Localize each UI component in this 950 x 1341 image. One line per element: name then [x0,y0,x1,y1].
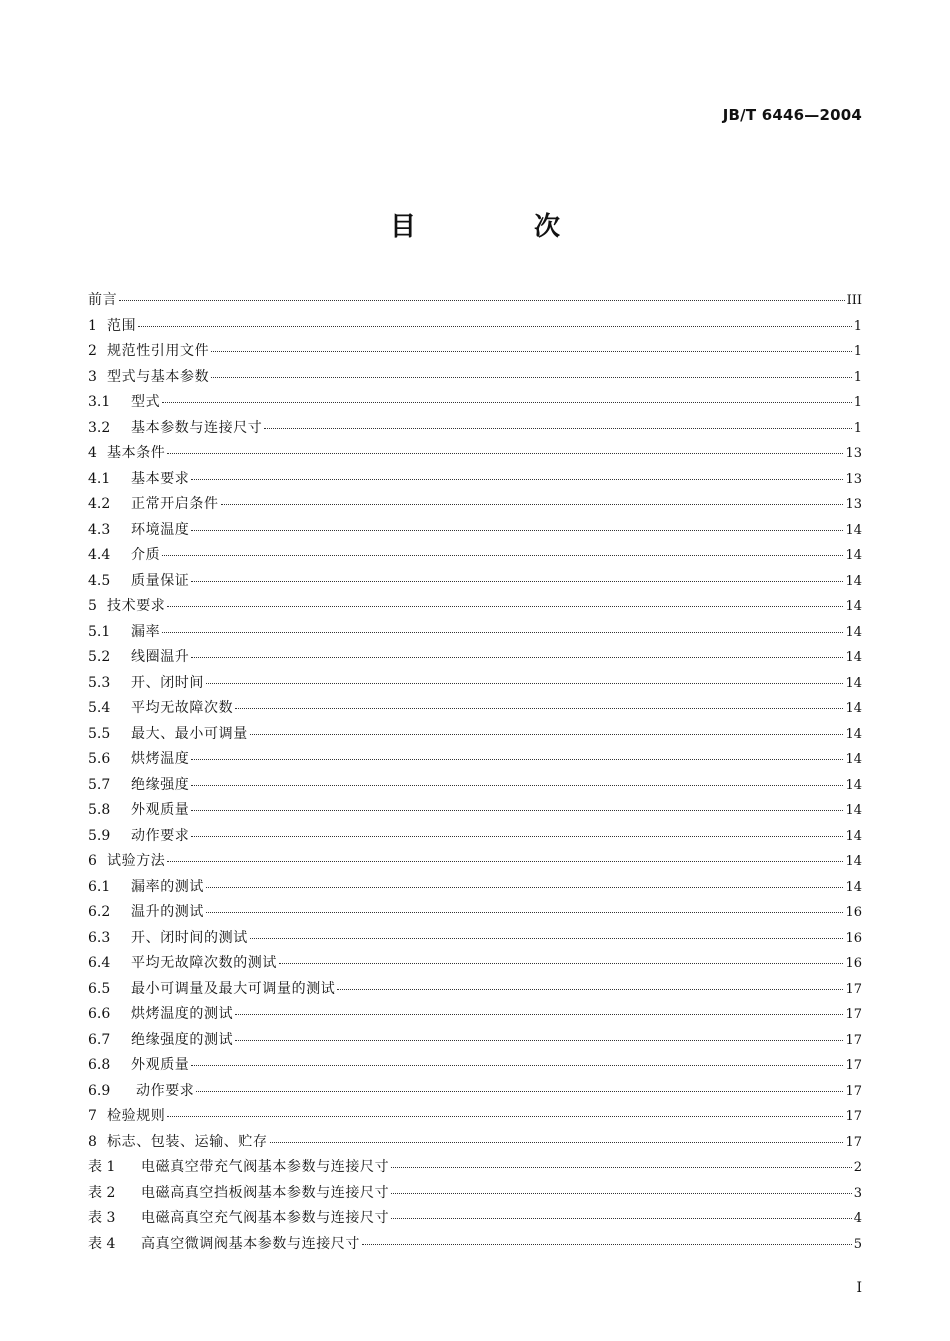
toc-entry-number: 2 [88,343,97,359]
toc-entry-label: 电磁高真空充气阀基本参数与连接尺寸 [141,1210,390,1226]
toc-entry-page: 14 [845,599,862,614]
toc-dot-leader [191,800,843,811]
toc-entry-number: 表 1 [88,1159,116,1175]
toc-entry-label: 环境温度 [131,521,190,538]
toc-dot-leader [191,647,843,658]
toc-entry-label: 平均无故障次数的测试 [131,955,277,971]
toc-entry-label: 规范性引用文件 [107,343,210,359]
toc-dot-leader [235,1004,843,1015]
toc-entry[interactable] [88,390,862,416]
toc-dot-leader [235,1030,843,1041]
toc-entry[interactable] [88,1028,862,1054]
toc-entry[interactable] [88,671,862,697]
toc-entry-page: 14 [845,701,862,716]
toc-dot-leader [279,953,843,964]
toc-dot-leader [264,418,851,429]
toc-entry-number: 5.1 [88,623,111,640]
toc-entry-label: 介质 [131,547,161,563]
toc-dot-leader [167,596,843,607]
toc-entry[interactable] [88,518,862,544]
toc-dot-leader [167,1106,843,1117]
toc-dot-leader [221,494,844,505]
toc-entry-label: 线圈温升 [131,649,190,665]
toc-entry[interactable] [88,1079,862,1105]
standard-code: JB/T 6446—2004 [722,106,862,124]
toc-entry[interactable] [88,314,862,340]
toc-entry-label: 电磁高真空挡板阀基本参数与连接尺寸 [141,1184,390,1201]
toc-entry-number: 4.4 [88,547,111,563]
toc-entry[interactable] [88,594,862,620]
toc-entry-label: 平均无故障次数 [131,700,234,716]
table-of-contents [88,288,862,1257]
toc-entry-label: 最大、最小可调量 [131,725,248,742]
toc-entry-number: 6.3 [88,929,111,946]
toc-dot-leader [138,316,852,327]
toc-entry-label: 正常开启条件 [131,496,219,512]
toc-entry[interactable] [88,569,862,595]
toc-entry-number: 6.9 [88,1082,111,1099]
toc-entry-page: 13 [845,471,862,487]
toc-entry-label: 质量保证 [131,572,190,589]
toc-entry[interactable] [88,875,862,901]
toc-entry-page: 14 [845,624,862,640]
toc-entry-page: 16 [845,930,862,946]
toc-dot-leader [167,851,843,862]
toc-entry[interactable] [88,951,862,977]
toc-dot-leader [162,545,843,556]
toc-entry-label: 基本参数与连接尺寸 [131,419,263,436]
toc-dot-leader [162,622,843,633]
toc-entry-label: 基本条件 [107,445,166,461]
toc-entry-page: 14 [845,879,862,895]
toc-entry-label: 外观质量 [131,1057,190,1073]
toc-entry[interactable] [88,722,862,748]
toc-dot-leader [191,469,843,480]
toc-entry-page: 17 [845,981,862,997]
toc-entry[interactable] [88,1181,862,1207]
toc-dot-leader [119,290,844,301]
toc-entry-label: 电磁真空带充气阀基本参数与连接尺寸 [141,1159,390,1175]
toc-entry-page: 1 [853,344,862,359]
toc-entry-number: 5.2 [88,649,111,665]
toc-entry-page: 14 [845,854,862,869]
toc-entry[interactable] [88,339,862,365]
toc-dot-leader [191,775,843,786]
toc-entry[interactable] [88,773,862,799]
toc-entry[interactable] [88,1232,862,1258]
toc-entry-page: III [846,293,862,308]
toc-entry-label: 基本要求 [131,470,190,487]
toc-entry-label: 动作要求 [136,1082,195,1099]
toc-entry-label: 检验规则 [107,1108,166,1124]
toc-entry-page: 1 [853,318,862,334]
toc-entry-page: 14 [845,522,862,538]
toc-dot-leader [191,749,843,760]
toc-entry-number: 3 [88,368,97,385]
toc-entry-label: 技术要求 [107,598,166,614]
toc-entry[interactable] [88,492,862,518]
toc-entry-number: 5 [88,598,97,614]
toc-entry-label: 烘烤温度的测试 [131,1006,234,1022]
toc-entry-page: 17 [845,1134,862,1150]
toc-entry-label: 标志、包装、运输、贮存 [107,1133,268,1150]
toc-entry[interactable] [88,747,862,773]
toc-entry-label: 温升的测试 [131,904,204,920]
toc-entry-number: 3.2 [88,419,111,436]
toc-entry-number: 4 [88,445,97,461]
toc-entry-page: 17 [845,1058,862,1073]
toc-entry-label: 开、闭时间的测试 [131,929,248,946]
toc-dot-leader [167,443,843,454]
toc-entry-page: 14 [845,777,862,793]
toc-entry-label: 绝缘强度 [131,776,190,793]
toc-entry[interactable] [88,288,862,314]
toc-entry-number: 6.7 [88,1031,111,1048]
toc-entry-label: 外观质量 [131,802,190,818]
toc-entry-number: 4.1 [88,470,111,487]
toc-entry-label: 试验方法 [107,853,166,869]
toc-entry-page: 14 [845,675,862,691]
toc-entry-label: 最小可调量及最大可调量的测试 [131,980,336,997]
toc-entry[interactable] [88,1002,862,1028]
toc-entry-number: 5.6 [88,751,111,767]
toc-dot-leader [235,698,843,709]
toc-entry[interactable] [88,1155,862,1181]
toc-entry-label: 烘烤温度 [131,751,190,767]
toc-entry-label: 型式 [131,394,161,410]
toc-dot-leader [191,1055,843,1066]
toc-entry-number: 5.4 [88,700,111,716]
page-number: I [856,1280,862,1296]
toc-entry-number: 表 2 [88,1184,116,1201]
toc-entry-label: 开、闭时间 [131,674,204,691]
toc-entry-page: 14 [845,650,862,665]
toc-entry-page: 14 [845,752,862,767]
toc-entry-number: 6.8 [88,1057,111,1073]
toc-entry-page: 1 [853,420,862,436]
toc-dot-leader [211,367,852,378]
toc-dot-leader [191,571,843,582]
toc-entry[interactable] [88,1104,862,1130]
toc-dot-leader [250,928,844,939]
toc-entry[interactable] [88,467,862,493]
toc-entry[interactable] [88,543,862,569]
toc-entry-number: 4.3 [88,521,111,538]
toc-dot-leader [211,341,852,352]
toc-dot-leader [162,392,852,403]
toc-dot-leader [250,724,844,735]
toc-entry-number: 5.5 [88,725,111,742]
toc-dot-leader [337,979,843,990]
toc-entry-page: 17 [845,1032,862,1048]
page-title: 目 次 [389,212,606,242]
toc-dot-leader [196,1081,843,1092]
toc-entry-number: 3.1 [88,394,111,410]
toc-entry[interactable] [88,824,862,850]
toc-entry-label: 高真空微调阀基本参数与连接尺寸 [141,1235,360,1252]
toc-entry[interactable] [88,900,862,926]
toc-entry-number: 6.1 [88,878,111,895]
toc-dot-leader [270,1132,844,1143]
toc-entry-page: 16 [845,956,862,971]
toc-entry-label: 绝缘强度的测试 [131,1031,234,1048]
toc-entry-page: 1 [853,395,862,410]
toc-dot-leader [191,826,843,837]
toc-entry[interactable] [88,849,862,875]
toc-entry-page: 13 [845,446,862,461]
toc-dot-leader [206,902,843,913]
toc-entry-page: 17 [845,1083,862,1099]
toc-entry-page: 13 [845,497,862,512]
toc-entry-number: 5.3 [88,674,111,691]
toc-entry-number: 4.5 [88,572,111,589]
toc-entry-page: 2 [853,1160,862,1175]
toc-entry-label: 范围 [107,317,137,334]
toc-entry-page: 5 [853,1236,862,1252]
toc-entry-page: 4 [853,1211,862,1226]
toc-dot-leader [206,877,843,888]
toc-entry[interactable] [88,620,862,646]
toc-entry-page: 1 [853,369,862,385]
toc-entry-number: 6.2 [88,904,111,920]
toc-dot-leader [191,520,843,531]
toc-entry-page: 14 [845,573,862,589]
toc-entry[interactable] [88,1130,862,1156]
toc-entry[interactable] [88,441,862,467]
toc-entry-page: 16 [845,905,862,920]
toc-entry-number: 6 [88,853,97,869]
toc-entry-number: 1 [88,317,97,334]
toc-entry-page: 17 [845,1007,862,1022]
toc-entry-page: 3 [853,1185,862,1201]
toc-entry-number: 4.2 [88,496,111,512]
toc-dot-leader [391,1183,852,1194]
toc-entry-number: 6.6 [88,1006,111,1022]
toc-entry[interactable] [88,1206,862,1232]
toc-entry-page: 14 [845,803,862,818]
toc-entry[interactable] [88,977,862,1003]
toc-entry-number: 7 [88,1108,97,1124]
toc-entry[interactable] [88,645,862,671]
toc-entry-number: 6.4 [88,955,111,971]
toc-entry-page: 17 [845,1109,862,1124]
toc-entry-number: 5.8 [88,802,111,818]
toc-entry-label: 型式与基本参数 [107,368,210,385]
toc-entry-number: 8 [88,1133,97,1150]
toc-entry-page: 14 [845,828,862,844]
toc-dot-leader [391,1157,852,1168]
toc-dot-leader [362,1234,852,1245]
toc-entry[interactable] [88,416,862,442]
toc-entry-number: 5.9 [88,827,111,844]
toc-entry-number: 5.7 [88,776,111,793]
toc-entry[interactable] [88,798,862,824]
toc-entry[interactable] [88,365,862,391]
toc-entry-number: 表 4 [88,1235,116,1252]
toc-entry-number: 表 3 [88,1210,116,1226]
toc-entry[interactable] [88,1053,862,1079]
toc-dot-leader [391,1208,852,1219]
toc-entry-label: 前言 [88,292,118,308]
toc-dot-leader [206,673,843,684]
toc-entry-label: 动作要求 [131,827,190,844]
toc-entry[interactable] [88,696,862,722]
toc-entry-page: 14 [845,726,862,742]
toc-entry-number: 6.5 [88,980,111,997]
toc-entry[interactable] [88,926,862,952]
toc-entry-page: 14 [845,548,862,563]
toc-entry-label: 漏率的测试 [131,878,204,895]
toc-entry-label: 漏率 [131,623,161,640]
